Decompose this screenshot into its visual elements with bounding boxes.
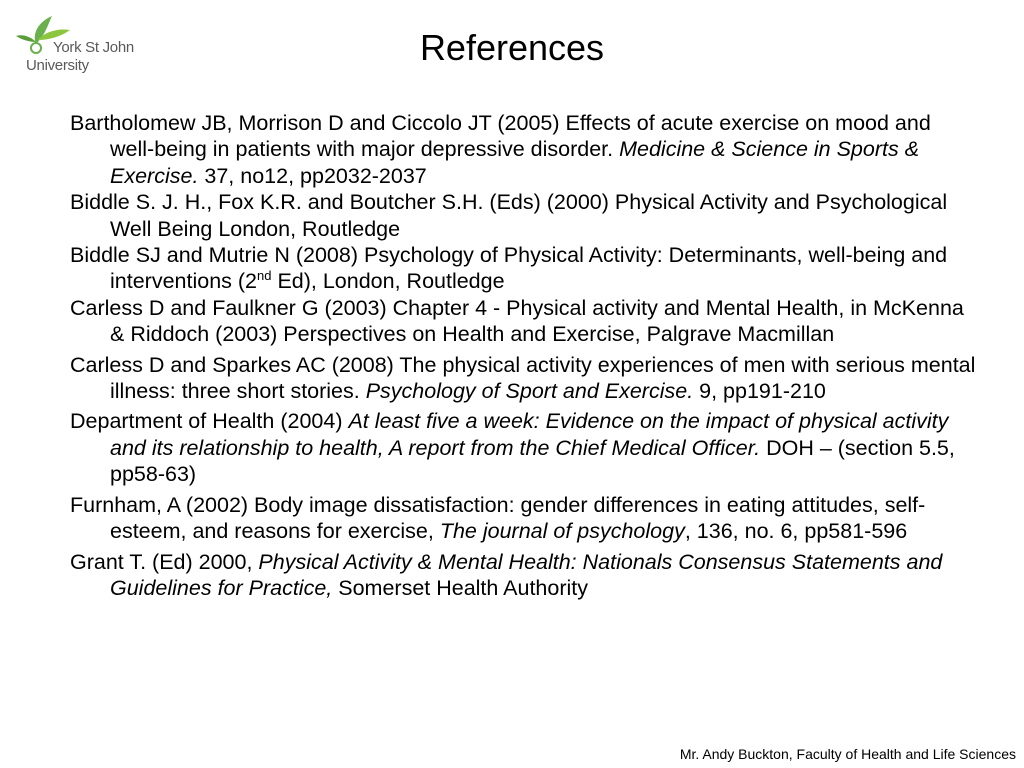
reference-text: 37, no12, pp2032-2037 — [198, 163, 427, 188]
reference-text: Furnham, A (2002) Body image dissatisfaction: gender differences in eating attitudes, self-esteem, and reasons for exercise, — [70, 492, 926, 544]
reference-text: Biddle SJ and Mutrie N (2008) Psychology of Physical Activity: Determinants, well-being and interventions (2 — [70, 243, 948, 294]
reference-item — [70, 549, 980, 602]
reference-list — [70, 110, 980, 601]
reference-source-title: Physical Activity & Mental Health: Nationals Consensus Statements and Guidelines for Practice, — [110, 549, 943, 600]
reference-text: Department of Health (2004) — [70, 409, 349, 434]
reference-item — [70, 242, 980, 295]
reference-source-title: Medicine & Science in Sports & Exercise. — [110, 137, 920, 188]
logo-text-line1: York St John — [53, 39, 134, 56]
reference-item — [70, 352, 980, 405]
reference-text: Somerset Health Authority — [332, 575, 588, 600]
reference-item — [70, 189, 980, 242]
reference-item — [70, 110, 980, 189]
reference-source-title: Psychology of Sport and Exercise. — [365, 379, 694, 404]
page-title: References — [419, 27, 605, 68]
reference-text: Carless D and Faulkner G (2003) Chapter 4 - Physical activity and Mental Health, in McKenna & Riddoch (2003) Perspectives on Health and Exercise, Palgrave Macmillan — [70, 295, 964, 347]
reference-text: Ed), London, Routledge — [271, 269, 505, 294]
reference-item — [70, 408, 980, 487]
reference-text: Bartholomew JB, Morrison D and Ciccolo JT (2005) Effects of acute exercise on mood and well-being in patients with major depressive disorder. — [70, 111, 931, 162]
reference-text: , 136, no. 6, pp581-596 — [684, 519, 908, 544]
reference-source-title: At least five a week: Evidence on the impact of physical activity and its relationship to health, A report from the Chief Medical Officer. — [110, 409, 949, 460]
reference-item — [70, 492, 980, 545]
reference-text: Biddle S. J. H., Fox K.R. and Boutcher S.H. (Eds) (2000) Physical Activity and Psychological Well Being London, Routledge — [70, 190, 948, 241]
reference-text: DOH – (section 5.5, pp58-63) — [110, 435, 955, 487]
reference-text: Carless D and Sparkes AC (2008) The physical activity experiences of men with serious mental illness: three short stories. — [70, 352, 976, 404]
logo-text-line2: University — [26, 57, 89, 74]
reference-item — [70, 295, 980, 348]
reference-text: 9, pp191-210 — [693, 379, 826, 404]
reference-text: Grant T. (Ed) 2000, — [70, 549, 259, 574]
reference-source-title: The journal of psychology — [439, 519, 685, 544]
footer-author: Mr. Andy Buckton, Faculty of Health and Life Sciences — [679, 746, 1016, 762]
reference-text: nd — [257, 268, 272, 284]
